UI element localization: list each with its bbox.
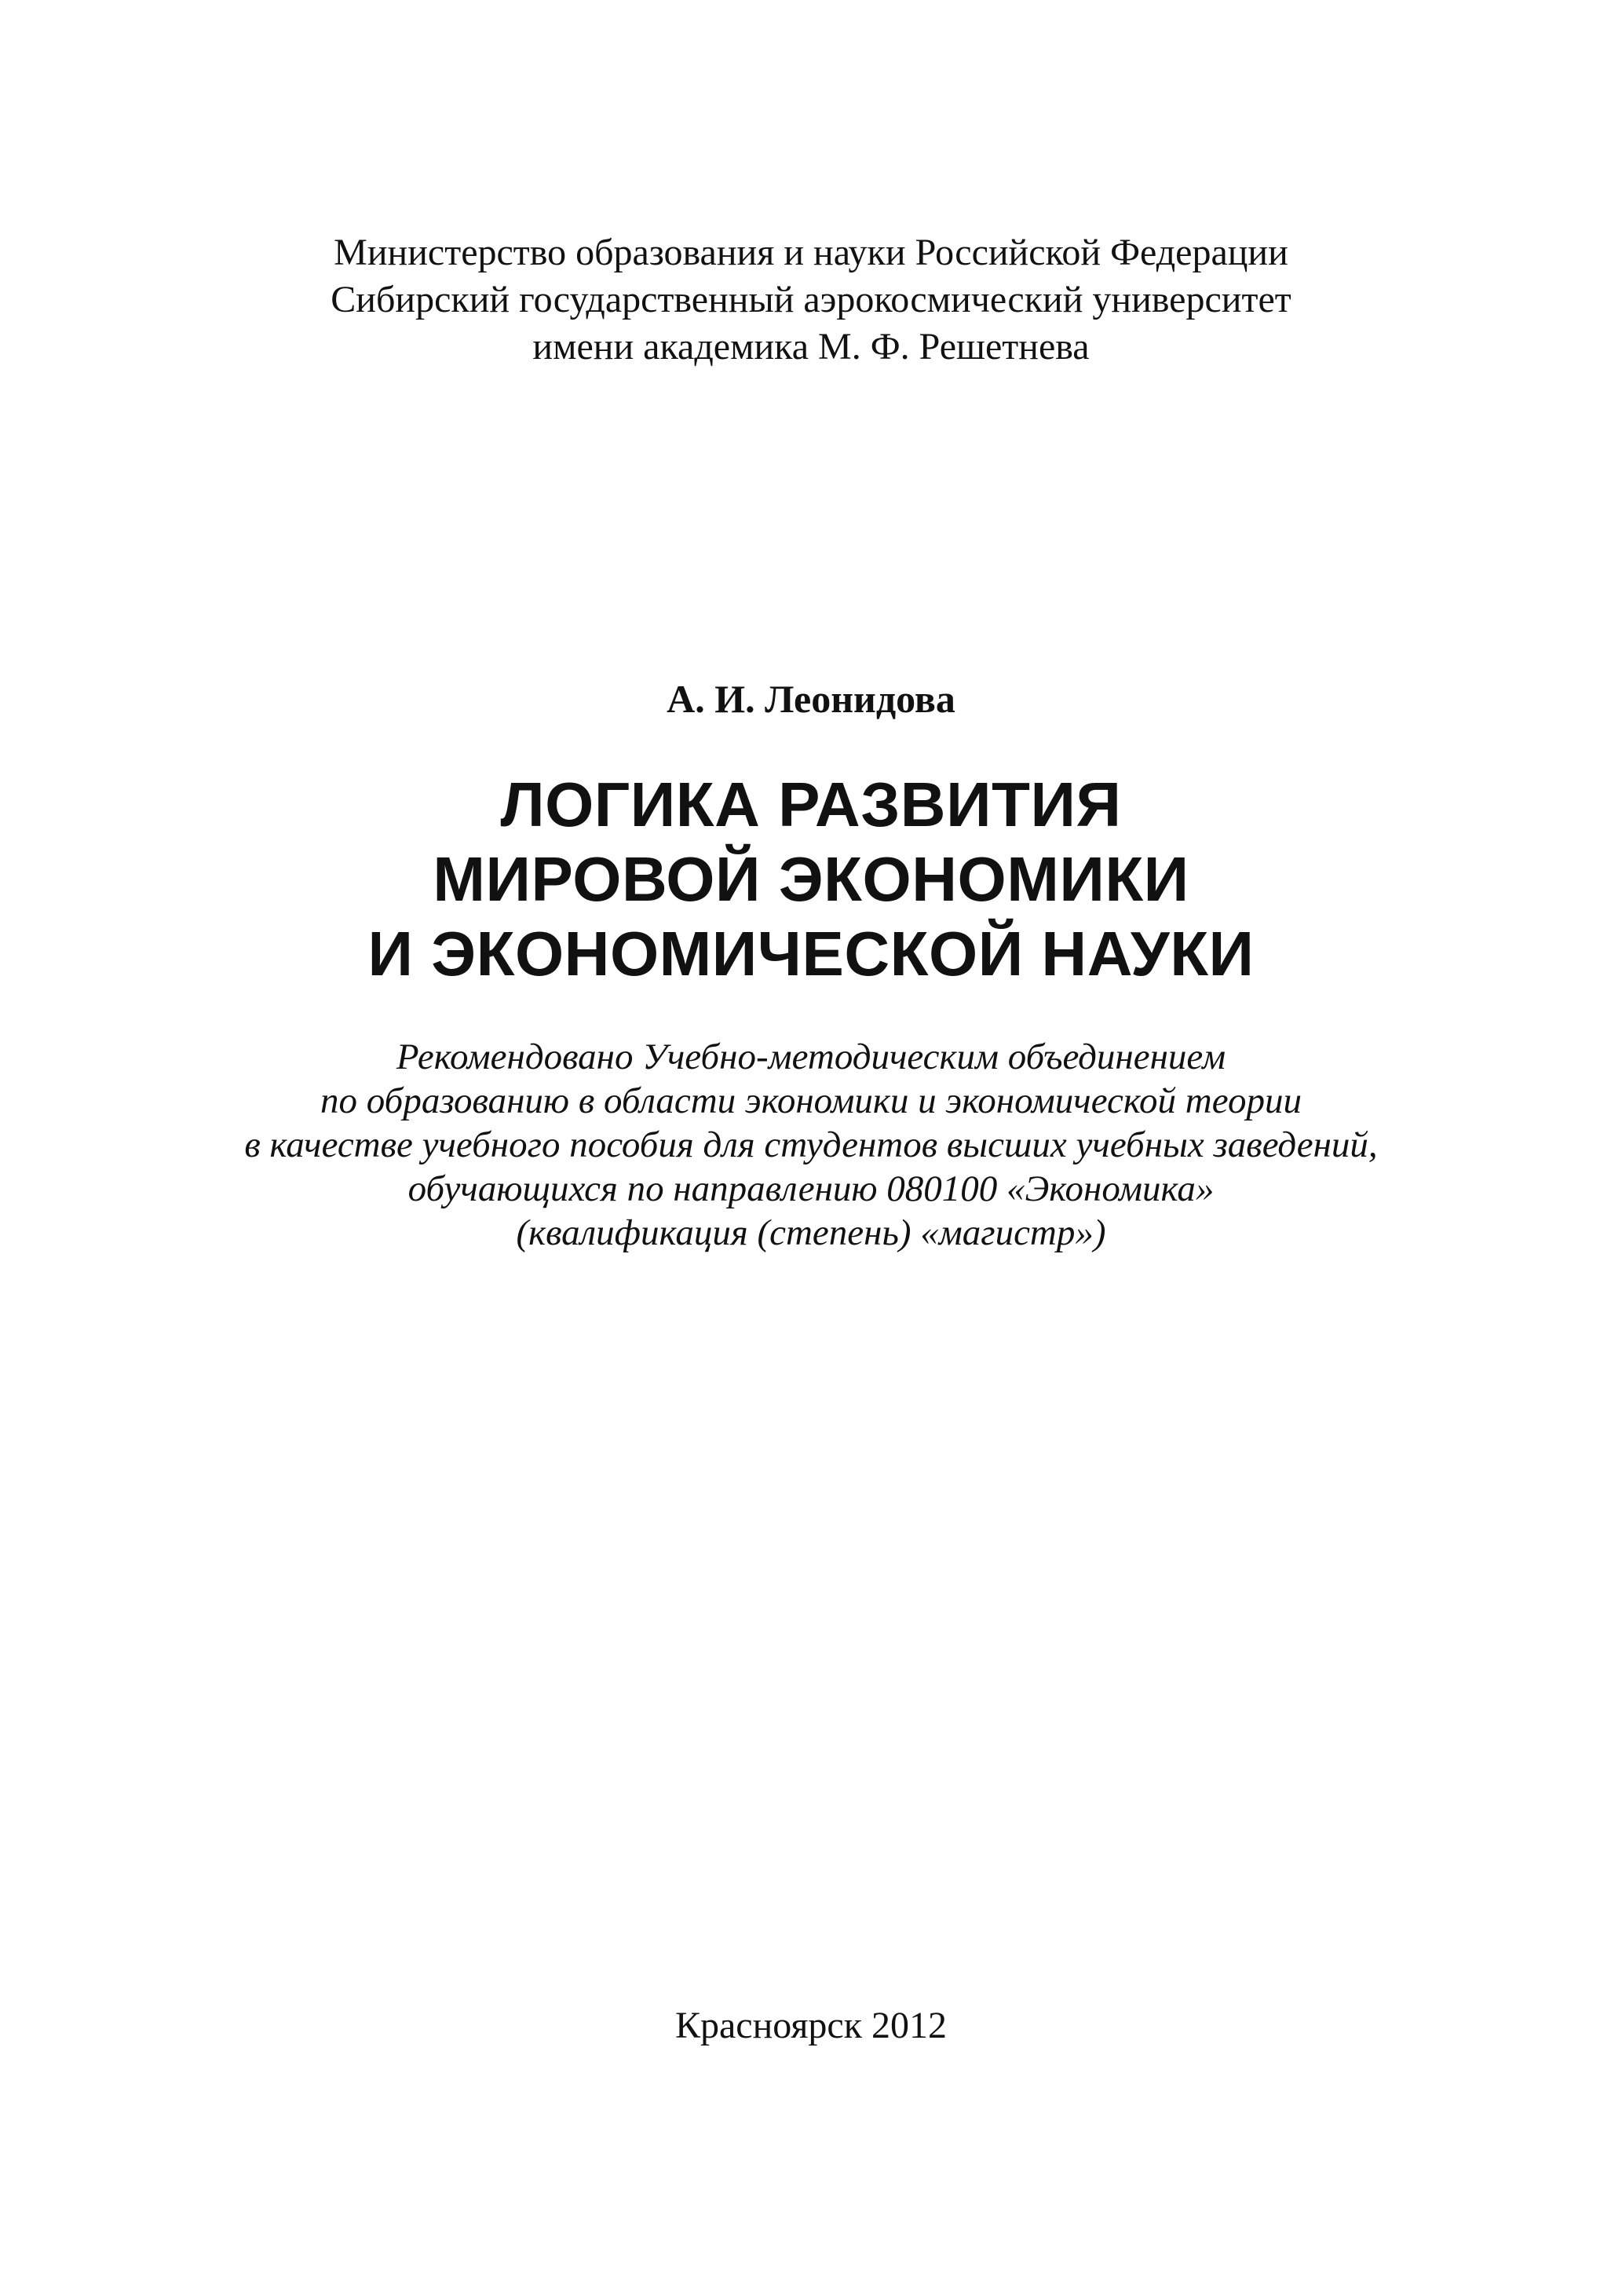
title-line-1: ЛОГИКА РАЗВИТИЯ	[500, 770, 1122, 839]
recommendation-line-4: обучающихся по направлению 080100 «Экономика»	[407, 1168, 1215, 1209]
recommendation-line-1: Рекомендовано Учебно-методическим объединением	[396, 1036, 1226, 1077]
university-name-line: имени академика М. Ф. Решетнева	[532, 326, 1090, 367]
recommendation-line-2: по образованию в области экономики и экономической теории	[320, 1080, 1302, 1121]
university-line: Сибирский государственный аэрокосмический университет	[331, 279, 1291, 320]
recommendation-line-3: в качестве учебного пособия для студентов высших учебных заведений,	[244, 1124, 1378, 1165]
book-title	[0, 767, 1622, 991]
title-line-2: МИРОВОЙ ЭКОНОМИКИ	[433, 844, 1189, 914]
ministry-line: Министерство образования и науки Российской Федерации	[334, 232, 1288, 273]
author-name: А. И. Леонидова	[667, 677, 955, 721]
recommendation-note	[0, 1035, 1622, 1255]
city-year: Красноярск 2012	[674, 2005, 948, 2046]
title-line-3: И ЭКОНОМИЧЕСКОЙ НАУКИ	[367, 919, 1255, 989]
institution-header	[0, 229, 1622, 371]
recommendation-line-5: (квалификация (степень) «магистр»)	[516, 1212, 1106, 1253]
